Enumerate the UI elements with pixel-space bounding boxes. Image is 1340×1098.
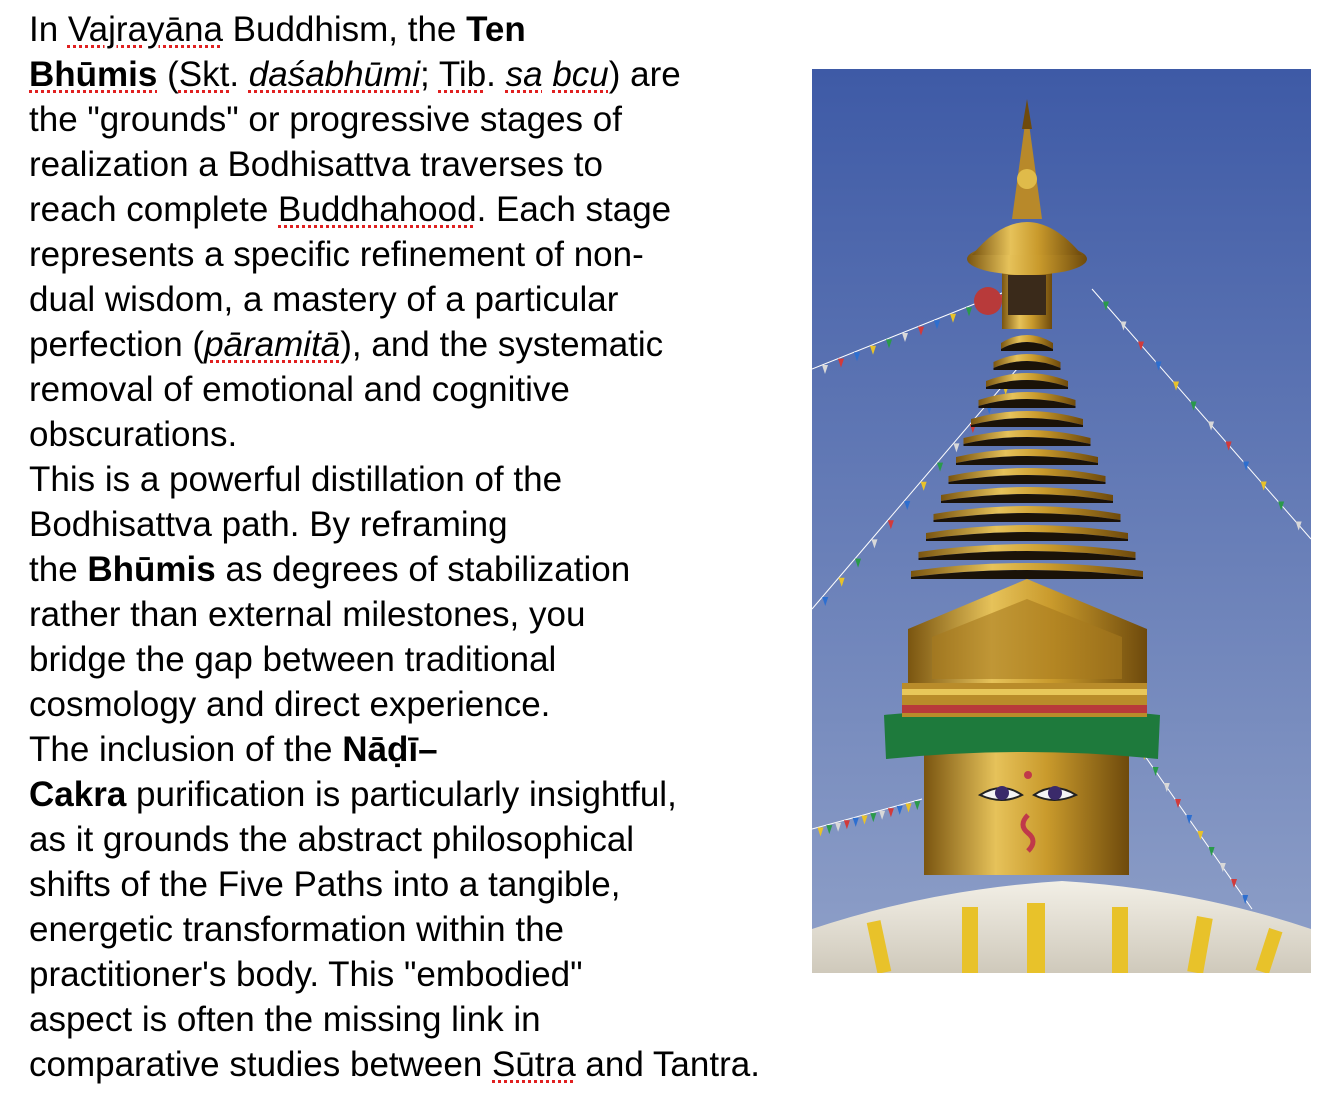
- text-line: [29, 637, 789, 682]
- text-run: [543, 55, 553, 94]
- text-line: [29, 232, 789, 277]
- spellcheck-word[interactable]: Skt: [178, 55, 230, 94]
- text-run: realization a Bodhisattva traverses to: [29, 145, 603, 184]
- spellcheck-word[interactable]: bcu: [552, 55, 609, 94]
- text-run: the "grounds" or progressive stages of: [29, 100, 622, 139]
- text-run: the: [29, 550, 88, 589]
- text-run: bridge the gap between traditional: [29, 640, 557, 679]
- text-run: obscurations.: [29, 415, 238, 454]
- text-run: purification is particularly insightful,: [126, 775, 677, 814]
- text-line: [29, 457, 789, 502]
- spellcheck-word[interactable]: sa: [505, 55, 543, 94]
- text-line: [29, 52, 789, 97]
- text-line: [29, 592, 789, 637]
- text-run: Ten: [466, 10, 526, 49]
- text-line: [29, 7, 789, 52]
- text-run: reach complete: [29, 190, 279, 229]
- stupa-photo: [812, 69, 1311, 973]
- stupa-illustration: [812, 69, 1311, 973]
- text-line: [29, 952, 789, 997]
- text-run: cosmology and direct experience.: [29, 685, 551, 724]
- text-run: energetic transformation within the: [29, 910, 564, 949]
- text-run: dual wisdom, a mastery of a particular: [29, 280, 619, 319]
- text-run: This is a powerful distillation of the: [29, 460, 563, 499]
- text-run: shifts of the Five Paths into a tangible,: [29, 865, 621, 904]
- spellcheck-word[interactable]: Sūtra: [492, 1045, 576, 1084]
- text-line: [29, 142, 789, 187]
- text-line: [29, 97, 789, 142]
- text-run: removal of emotional and cognitive: [29, 370, 570, 409]
- text-line: [29, 772, 789, 817]
- text-line: [29, 1042, 789, 1087]
- text-run: In: [29, 10, 68, 49]
- text-run: comparative studies between: [29, 1045, 493, 1084]
- text-line: [29, 997, 789, 1042]
- text-run: practitioner's body. This "embodied": [29, 955, 583, 994]
- text-line: [29, 682, 789, 727]
- text-run: (: [157, 55, 179, 94]
- text-run: as it grounds the abstract philosophical: [29, 820, 635, 859]
- text-run: perfection (: [29, 325, 205, 364]
- text-run: Buddhism, the: [222, 10, 467, 49]
- text-run: and Tantra.: [575, 1045, 760, 1084]
- text-run: as degrees of stabilization: [215, 550, 631, 589]
- spellcheck-word[interactable]: Buddhahood: [278, 190, 477, 229]
- text-line: [29, 277, 789, 322]
- text-line: [29, 187, 789, 232]
- text-run: Cakra: [29, 775, 127, 814]
- text-line: [29, 502, 789, 547]
- text-run: Bhūmis: [87, 550, 216, 589]
- text-line: [29, 547, 789, 592]
- spellcheck-word[interactable]: Bhūmis: [29, 55, 158, 94]
- text-line: [29, 727, 789, 772]
- text-line: [29, 367, 789, 412]
- spellcheck-word[interactable]: pāramitā: [204, 325, 341, 364]
- text-line: [29, 412, 789, 457]
- document-body: [29, 7, 789, 1087]
- text-line: [29, 907, 789, 952]
- text-run: represents a specific refinement of non-: [29, 235, 644, 274]
- text-line: [29, 817, 789, 862]
- spellcheck-word[interactable]: daśabhūmi: [248, 55, 421, 94]
- text-run: ), and the systematic: [340, 325, 664, 364]
- text-run: Bodhisattva path. By reframing: [29, 505, 508, 544]
- text-run: .: [486, 55, 506, 94]
- text-run: Nāḍī–: [342, 730, 438, 769]
- text-run: rather than external milestones, you: [29, 595, 586, 634]
- text-line: [29, 862, 789, 907]
- spellcheck-word[interactable]: Vajrayāna: [67, 10, 223, 49]
- text-run: . Each stage: [476, 190, 672, 229]
- text-run: ) are: [608, 55, 681, 94]
- text-run: aspect is often the missing link in: [29, 1000, 541, 1039]
- text-run: ;: [420, 55, 439, 94]
- text-run: .: [229, 55, 249, 94]
- text-line: [29, 322, 789, 367]
- spellcheck-word[interactable]: Tib: [438, 55, 487, 94]
- text-run: The inclusion of the: [29, 730, 343, 769]
